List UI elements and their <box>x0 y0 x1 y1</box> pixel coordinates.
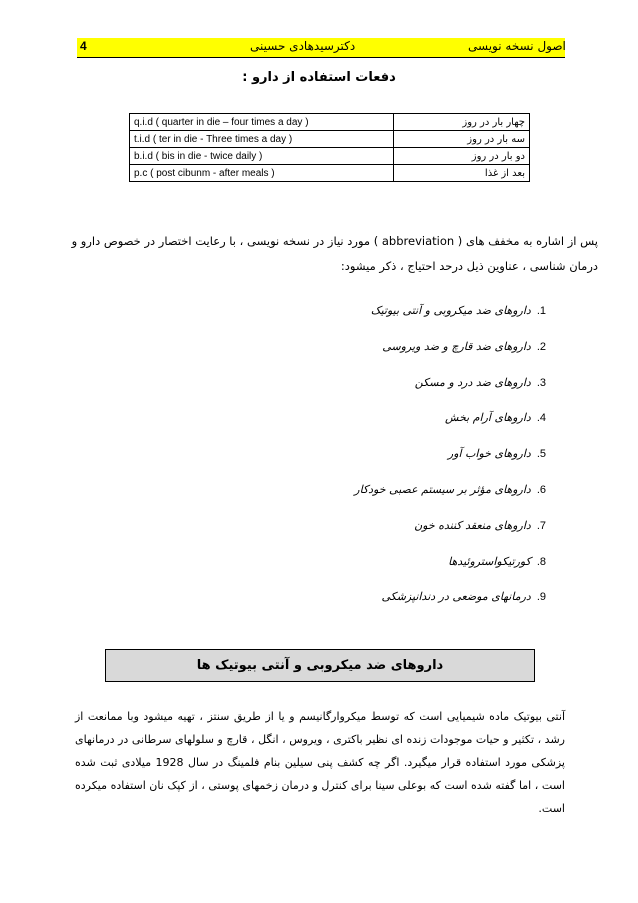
table-cell-persian: سه بار در روز <box>394 131 530 148</box>
list-item <box>354 555 546 591</box>
list-item-label: کورتیکواستروئیدها <box>448 554 531 568</box>
list-item-number: 8. <box>536 555 546 568</box>
table-cell-persian: چهار بار در روز <box>394 114 530 131</box>
table-cell-latin: b.i.d ( bis in die - twice daily ) <box>130 148 394 165</box>
list-item-label: داروهای خواب آور <box>447 447 531 461</box>
list-item-number: 5. <box>536 448 546 461</box>
list-item-number: 1. <box>536 305 546 317</box>
body-paragraph: آنتی بیوتیک ماده شیمیایی است که توسط میکروارگانیسم و یا از طریق سنتز ، تهیه میشود وبا ممانعت از رشد ، تکثیر و حیات موجودات زنده ای نظیر باکتری ، ویروس ، انگل ، قارچ و سلولهای سرطانی در درمانهای پزشکی مورد استفاده قرار میگیرد. اگر چه کشف پنی سیلین بنام فلمینگ در سال 1928 میلادی ثبت شده است ، اما گفته شده است که بوعلی سینا برای کنترل و درمان زخمهای پوستی ، از کپک نان استفاده میکرده است. <box>75 710 565 815</box>
drug-class-list <box>354 304 546 626</box>
frequency-table <box>129 113 530 182</box>
list-item-number: 7. <box>536 519 546 532</box>
table-cell-persian: دو بار در روز <box>394 148 530 165</box>
table-cell-latin: p.c ( post cibunm - after meals ) <box>130 165 394 182</box>
section-heading-box <box>105 649 535 682</box>
list-item-label: داروهای ضد قارچ و ضد ویروسی <box>382 339 531 353</box>
list-item-number: 2. <box>536 340 546 353</box>
list-item-number: 9. <box>536 591 546 604</box>
list-item <box>354 447 546 483</box>
header-author: دکترسیدهادی حسینی <box>250 39 356 53</box>
table-row <box>130 165 530 182</box>
section-title: دفعات استفاده از دارو : <box>242 70 396 85</box>
table-row <box>130 131 530 148</box>
header-book-title: اصول نسخه نویسی <box>468 39 566 53</box>
table-cell-latin: t.i.d ( ter in die - Three times a day ) <box>130 131 394 148</box>
list-item <box>354 590 546 626</box>
list-item-label: داروهای منعقد کننده خون <box>414 518 531 532</box>
list-item <box>354 304 546 340</box>
table-cell-latin: q.i.d ( quarter in die – four times a day ) <box>130 114 394 131</box>
list-item-number: 3. <box>536 376 546 389</box>
list-item-label: داروهای مؤثر بر سیستم عصبی خودکار <box>354 482 531 496</box>
list-item <box>354 340 546 376</box>
table-row <box>130 148 530 165</box>
page-number: 4 <box>80 39 87 53</box>
list-item-label: داروهای آرام بخش <box>445 411 531 425</box>
list-item <box>354 519 546 555</box>
list-item <box>354 483 546 519</box>
list-item-label: داروهای ضد درد و مسکن <box>414 375 531 389</box>
intro-paragraph: پس از اشاره به مخفف های ( abbreviation ) مورد نیاز در نسخه نویسی ، با رعایت اختصار در خصوص دارو و درمان شناسی ، عناوین ذیل درحد احتیاج ، ذکر میشود: <box>71 234 598 273</box>
section-heading: داروهای ضد میکروبی و آنتی بیوتیک ها <box>196 658 444 673</box>
list-item-number: 4. <box>536 412 546 425</box>
list-item <box>354 376 546 412</box>
list-item-label: داروهای ضد میکروبی و آنتی بیوتیک <box>370 304 531 317</box>
list-item-label: درمانهای موضعی در دندانپزشکی <box>381 590 531 604</box>
table-row <box>130 114 530 131</box>
table-cell-persian: بعد از غذا <box>394 165 530 182</box>
list-item-number: 6. <box>536 483 546 496</box>
list-item <box>354 411 546 447</box>
